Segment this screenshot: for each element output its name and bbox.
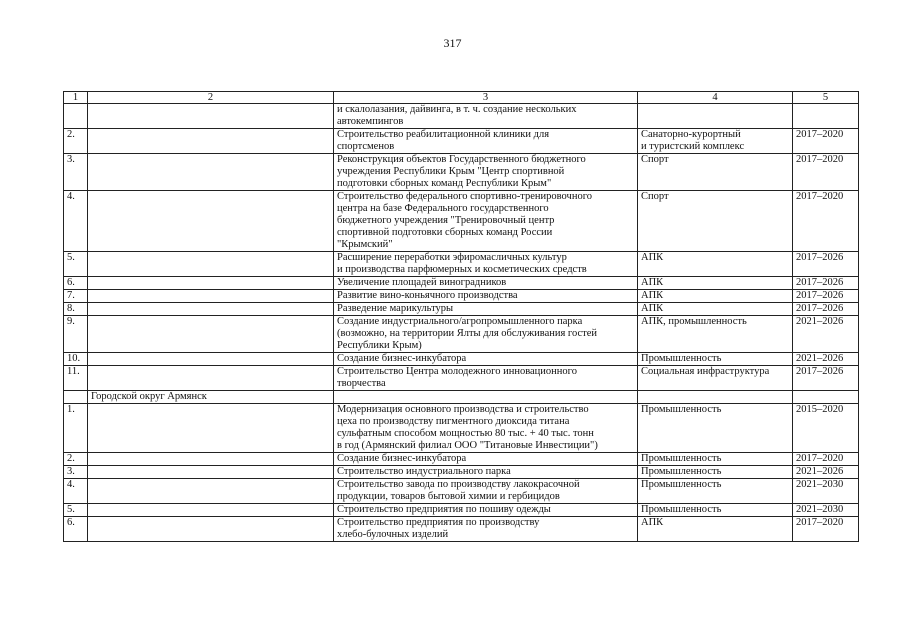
table-row (64, 316, 859, 353)
region-cell (88, 353, 334, 366)
region-cell (88, 466, 334, 479)
period-cell: 2017–2026 (793, 366, 859, 391)
sector-cell: Промышленность (638, 453, 793, 466)
sector-cell: Промышленность (638, 479, 793, 504)
period-cell: 2021–2026 (793, 316, 859, 353)
region-cell (88, 479, 334, 504)
period-cell: 2017–2020 (793, 154, 859, 191)
table-row (64, 303, 859, 316)
table-row (64, 104, 859, 129)
column-header-3: 3 (334, 92, 638, 104)
region-cell (88, 154, 334, 191)
period-cell (793, 104, 859, 129)
row-number-cell: 1. (64, 404, 88, 453)
sector-cell: АПК, промышленность (638, 316, 793, 353)
period-cell: 2017–2026 (793, 290, 859, 303)
period-cell: 2017–2020 (793, 517, 859, 542)
region-cell (88, 252, 334, 277)
page-number: 317 (443, 36, 462, 50)
table-row (64, 290, 859, 303)
column-header-4: 4 (638, 92, 793, 104)
period-cell: 2021–2030 (793, 479, 859, 504)
sector-cell: Социальная инфраструктура (638, 366, 793, 391)
row-number-cell: 3. (64, 154, 88, 191)
row-number-cell: 6. (64, 517, 88, 542)
row-number-cell: 9. (64, 316, 88, 353)
region-cell (88, 453, 334, 466)
region-cell (88, 303, 334, 316)
sector-cell: АПК (638, 277, 793, 290)
project-cell: Строительство Центра молодежного инновационного творчества (334, 366, 638, 391)
region-cell (88, 517, 334, 542)
period-cell: 2017–2026 (793, 303, 859, 316)
period-cell (793, 391, 859, 404)
sector-cell: Промышленность (638, 404, 793, 453)
row-number-cell (64, 104, 88, 129)
period-cell: 2017–2020 (793, 191, 859, 252)
project-cell (334, 391, 638, 404)
column-header-5: 5 (793, 92, 859, 104)
table-row (64, 504, 859, 517)
row-number-cell: 3. (64, 466, 88, 479)
region-cell (88, 191, 334, 252)
sector-cell: Промышленность (638, 353, 793, 366)
project-cell: Строительство реабилитационной клиники для спортсменов (334, 129, 638, 154)
table-row (64, 252, 859, 277)
table-row (64, 453, 859, 466)
period-cell: 2017–2020 (793, 129, 859, 154)
period-cell: 2017–2020 (793, 453, 859, 466)
sector-cell: АПК (638, 252, 793, 277)
sector-cell (638, 104, 793, 129)
table-row (64, 154, 859, 191)
row-number-cell: 5. (64, 252, 88, 277)
sector-cell: АПК (638, 290, 793, 303)
project-cell: Строительство федерального спортивно-тренировочного центра на базе Федерального государственного бюджетного учреждения "Тренировочный центр спортивной подготовки сборных команд России "Крымский" (334, 191, 638, 252)
table-row (64, 466, 859, 479)
projects-table-body (64, 92, 859, 542)
region-cell (88, 504, 334, 517)
region-cell (88, 290, 334, 303)
project-cell: Модернизация основного производства и строительство цеха по производству пигментного диоксида титана сульфатным способом мощностью 80 тыс. + 40 тыс. тонн в год (Армянский филиал ООО "Титановые Инвестиции") (334, 404, 638, 453)
sector-cell: Промышленность (638, 504, 793, 517)
period-cell: 2015–2020 (793, 404, 859, 453)
period-cell: 2021–2026 (793, 353, 859, 366)
table-row (64, 479, 859, 504)
project-cell: Строительство предприятия по производству хлебо-булочных изделий (334, 517, 638, 542)
column-header-2: 2 (88, 92, 334, 104)
region-cell (88, 316, 334, 353)
row-number-cell: 2. (64, 453, 88, 466)
row-number-cell: 8. (64, 303, 88, 316)
sector-cell: АПК (638, 303, 793, 316)
sector-cell: Санаторно-курортный и туристский комплекс (638, 129, 793, 154)
row-number-cell: 7. (64, 290, 88, 303)
project-cell: Создание бизнес-инкубатора (334, 353, 638, 366)
table-row (64, 129, 859, 154)
period-cell: 2021–2026 (793, 466, 859, 479)
region-cell: Городской округ Армянск (88, 391, 334, 404)
project-cell: Реконструкция объектов Государственного бюджетного учреждения Республики Крым "Центр спортивной подготовки сборных команд Республики Крым" (334, 154, 638, 191)
table-row (64, 391, 859, 404)
table-row (64, 353, 859, 366)
row-number-cell: 2. (64, 129, 88, 154)
sector-cell (638, 391, 793, 404)
project-cell: Расширение переработки эфиромасличных культур и производства парфюмерных и косметических средств (334, 252, 638, 277)
row-number-cell: 11. (64, 366, 88, 391)
table-header-row (64, 92, 859, 104)
period-cell: 2017–2026 (793, 277, 859, 290)
table-row (64, 404, 859, 453)
period-cell: 2021–2030 (793, 504, 859, 517)
sector-cell: Промышленность (638, 466, 793, 479)
project-cell: Разведение марикультуры (334, 303, 638, 316)
region-cell (88, 129, 334, 154)
region-cell (88, 104, 334, 129)
row-number-cell: 5. (64, 504, 88, 517)
row-number-cell: 4. (64, 191, 88, 252)
project-cell: Строительство предприятия по пошиву одежды (334, 504, 638, 517)
project-cell: Создание индустриального/агропромышленного парка (возможно, на территории Ялты для обслуживания гостей Республики Крым) (334, 316, 638, 353)
project-cell: Увеличение площадей виноградников (334, 277, 638, 290)
row-number-cell (64, 391, 88, 404)
project-cell: Строительство завода по производству лакокрасочной продукции, товаров бытовой химии и гербицидов (334, 479, 638, 504)
region-cell (88, 277, 334, 290)
period-cell: 2017–2026 (793, 252, 859, 277)
region-cell (88, 404, 334, 453)
table-row (64, 191, 859, 252)
row-number-cell: 6. (64, 277, 88, 290)
region-cell (88, 366, 334, 391)
sector-cell: Спорт (638, 154, 793, 191)
sector-cell: АПК (638, 517, 793, 542)
project-cell: Создание бизнес-инкубатора (334, 453, 638, 466)
sector-cell: Спорт (638, 191, 793, 252)
projects-table (63, 91, 859, 542)
project-cell: Строительство индустриального парка (334, 466, 638, 479)
row-number-cell: 4. (64, 479, 88, 504)
table-row (64, 517, 859, 542)
column-header-1: 1 (64, 92, 88, 104)
project-cell: Развитие вино-коньячного производства (334, 290, 638, 303)
table-row (64, 277, 859, 290)
project-cell: и скалолазания, дайвинга, в т. ч. создание нескольких автокемпингов (334, 104, 638, 129)
row-number-cell: 10. (64, 353, 88, 366)
table-row (64, 366, 859, 391)
